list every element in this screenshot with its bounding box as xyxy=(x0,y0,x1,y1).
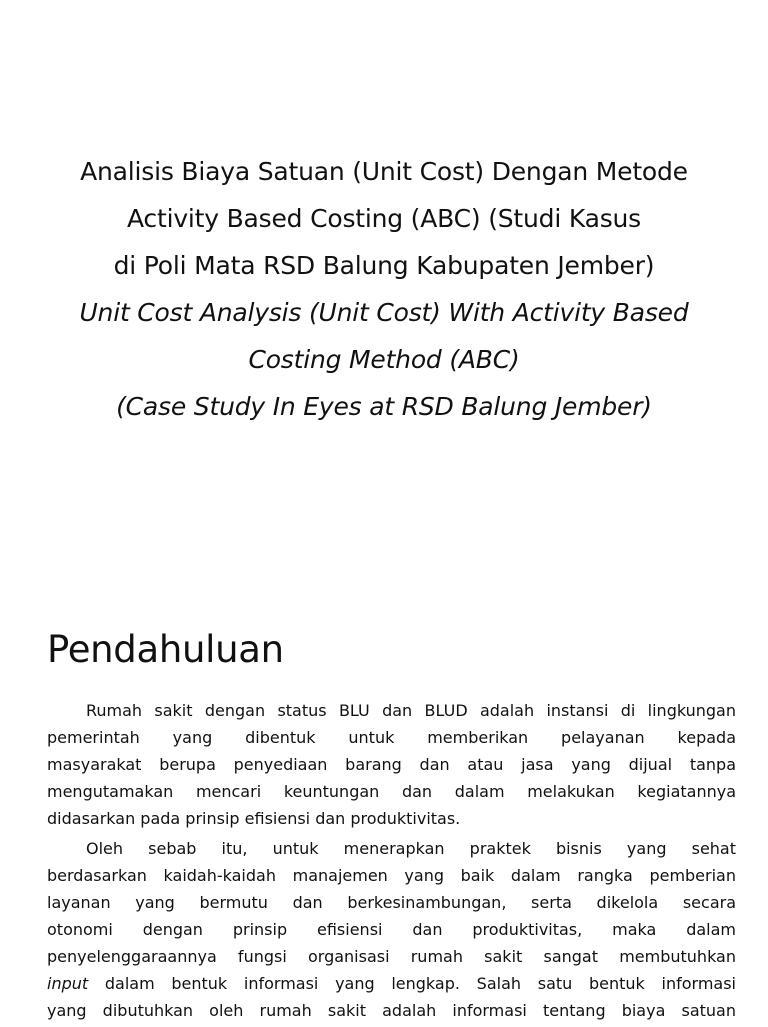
paragraph-line: Rumah sakit dengan status BLU dan BLUD adalah instansi di lingkungan xyxy=(86,701,736,720)
title-id-line-3: di Poli Mata RSD Balung Kabupaten Jember) xyxy=(113,251,655,280)
paragraph-line: Oleh sebab itu, untuk menerapkan praktek bisnis yang sehat xyxy=(86,839,736,858)
paragraph-line: mengutamakan mencari keuntungan dan dalam melakukan kegiatannya xyxy=(47,782,736,801)
title-en-line-1: Unit Cost Analysis (Unit Cost) With Activity Based xyxy=(79,298,689,327)
paragraph-line: penyelenggaraannya fungsi organisasi rumah sakit sangat membutuhkan xyxy=(47,947,736,966)
paragraph-line: otonomi dengan prinsip efisiensi dan produktivitas, maka dalam xyxy=(47,920,736,939)
body-text xyxy=(47,697,736,1027)
title-en-line-2: Costing Method (ABC) xyxy=(248,345,520,374)
paragraph-line xyxy=(47,970,736,997)
paragraph-line: berdasarkan kaidah-kaidah manajemen yang baik dalam rangka pemberian xyxy=(47,866,736,885)
paragraph-line: masyarakat berupa penyediaan barang dan atau jasa yang dijual tanpa xyxy=(47,755,736,774)
paragraph-1 xyxy=(47,697,736,832)
italic-term: input xyxy=(47,974,89,993)
title-en-line-3: (Case Study In Eyes at RSD Balung Jember) xyxy=(116,392,652,421)
title-id-line-1: Analisis Biaya Satuan (Unit Cost) Dengan Metode xyxy=(80,157,688,186)
paragraph-line: didasarkan pada prinsip efisiensi dan produktivitas. xyxy=(47,809,461,828)
paragraph-line: yang dibutuhkan oleh rumah sakit adalah informasi tentang biaya satuan xyxy=(47,1001,736,1020)
line-rest: dalam bentuk informasi yang lengkap. Salah satu bentuk informasi xyxy=(88,974,736,993)
section-heading: Pendahuluan xyxy=(47,628,284,671)
paragraph-2 xyxy=(47,835,736,1024)
paragraph-line: pemerintah yang dibentuk untuk memberikan pelayanan kepada xyxy=(47,728,736,747)
document-title xyxy=(30,148,738,430)
paragraph-line: layanan yang bermutu dan berkesinambungan, serta dikelola secara xyxy=(47,893,736,912)
title-id-line-2: Activity Based Costing (ABC) (Studi Kasus xyxy=(126,204,642,233)
